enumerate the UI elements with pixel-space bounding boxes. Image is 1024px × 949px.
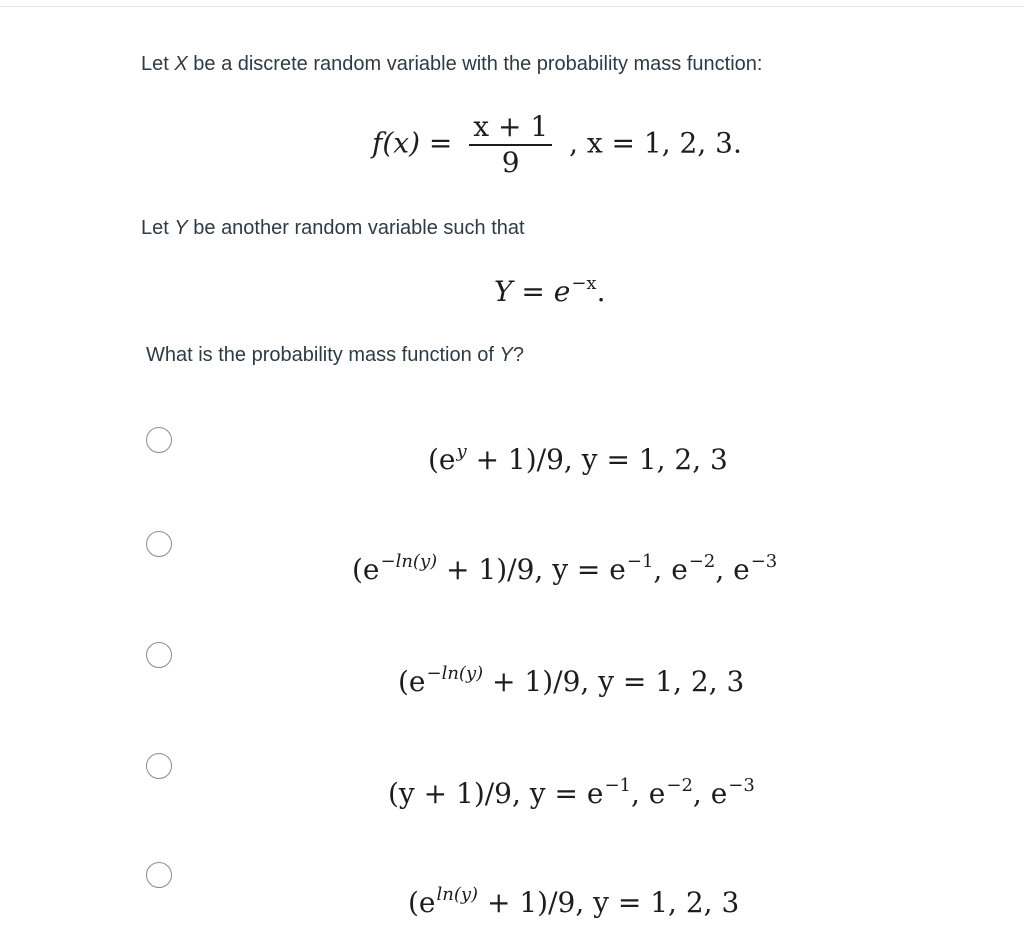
- option-text: , e: [653, 553, 688, 586]
- option-exponent: −1: [604, 775, 631, 796]
- option-5-label[interactable]: [408, 885, 739, 925]
- pmf-formula: [372, 110, 742, 180]
- pmf-lhs: f(x) =: [372, 126, 453, 160]
- intro-paragraph-2: [141, 216, 525, 240]
- intro-text: be another random variable such that: [187, 217, 525, 239]
- option-exponent: −2: [688, 551, 716, 572]
- intro-text: Let: [141, 53, 175, 75]
- option-text: , e: [692, 777, 728, 810]
- option-4-radio[interactable]: [146, 753, 172, 779]
- option-1-label[interactable]: [428, 442, 728, 482]
- pmf-fraction: [469, 110, 552, 180]
- intro-text: be a discrete random variable with the probability mass function:: [187, 53, 763, 75]
- option-exponent: y: [456, 441, 467, 462]
- option-1-radio[interactable]: [146, 427, 172, 453]
- option-exponent: −2: [666, 775, 693, 796]
- option-text: (e: [408, 886, 436, 919]
- question-text-part: ?: [512, 344, 524, 366]
- option-4-label[interactable]: [388, 776, 755, 816]
- top-divider: [0, 6, 1024, 7]
- option-5-radio[interactable]: [146, 862, 172, 888]
- option-exponent: −1: [626, 551, 654, 572]
- option-exponent: −ln(y): [426, 663, 484, 684]
- intro-paragraph-1: [141, 52, 762, 76]
- question-text-part: What is the probability mass function of: [146, 344, 500, 366]
- option-3-radio[interactable]: [146, 642, 172, 668]
- transform-formula: [494, 274, 605, 314]
- fraction-numerator: x + 1: [473, 110, 549, 143]
- variable-x: X: [174, 53, 188, 75]
- variable-y: Y: [499, 344, 513, 366]
- option-text: , e: [715, 553, 750, 586]
- option-text: (y + 1)/9, y = e: [388, 777, 604, 810]
- option-text: (e: [398, 665, 426, 698]
- question-text: [146, 343, 524, 367]
- transform-end: .: [596, 275, 606, 308]
- variable-y: Y: [174, 217, 188, 239]
- option-text: + 1)/9, y = e: [437, 553, 626, 586]
- fraction-denominator: 9: [501, 146, 520, 179]
- option-exponent: ln(y): [436, 884, 479, 905]
- option-text: (e: [428, 443, 456, 476]
- transform-lhs: Y = e: [494, 275, 571, 308]
- pmf-domain: , x = 1, 2, 3.: [569, 126, 742, 160]
- option-exponent: −3: [750, 551, 778, 572]
- option-text: + 1)/9, y = 1, 2, 3: [466, 443, 728, 476]
- option-3-label[interactable]: [398, 664, 744, 704]
- option-2-label[interactable]: [352, 552, 777, 592]
- option-text: (e: [352, 553, 380, 586]
- option-text: + 1)/9, y = 1, 2, 3: [478, 886, 740, 919]
- option-exponent: −ln(y): [380, 551, 438, 572]
- option-2-radio[interactable]: [146, 531, 172, 557]
- intro-text: Let: [141, 217, 175, 239]
- transform-exponent: −x: [571, 273, 597, 294]
- option-text: , e: [631, 777, 666, 810]
- option-text: + 1)/9, y = 1, 2, 3: [483, 665, 745, 698]
- option-exponent: −3: [728, 775, 755, 796]
